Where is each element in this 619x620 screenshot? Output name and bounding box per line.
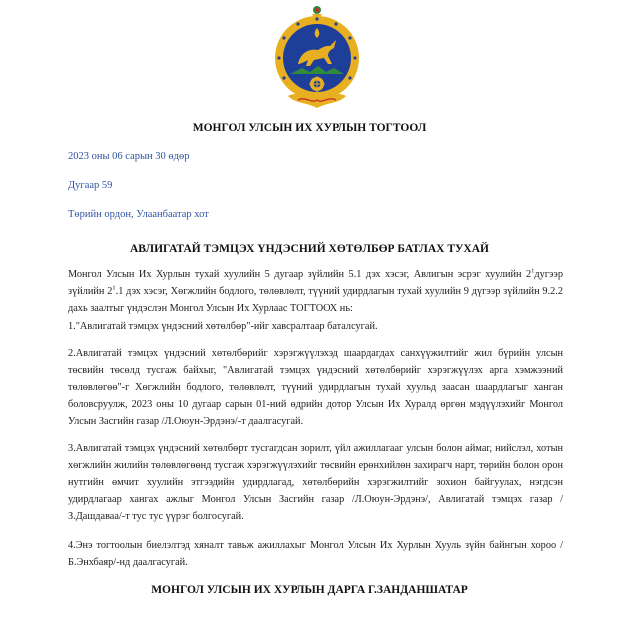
preamble-text-3: .1 дэх хэсэг, Хөгжлийн бодлого, төлөвлөлт, түүний удирдлагын тухай хуулийн 9 дүгээр зүйлийн 9.2.2 дахь заалтыг үндэслэн Монгол Улсын Их Хурлаас ТОГТООХ нь: [68, 286, 563, 314]
clause-4: 4.Энэ тогтоолын биелэлтэд хяналт тавьж ажиллахыг Монгол Улсын Их Хурлын Хууль зүйн байнгын хороо /Б.Энхбаяр/-нд даалгасугай. [68, 540, 563, 568]
signature-line: МОНГОЛ УЛСЫН ИХ ХУРЛЫН ДАРГА Г.ЗАНДАНШАТАР [151, 584, 468, 596]
state-emblem-of-mongolia-icon [268, 4, 366, 116]
preamble-text-1: Монгол Улсын Их Хурлын тухай хуулийн 5 дугаар зүйлийн 5.1 дэх хэсэг, Авлигын эсрэг хуулийн 2 [68, 269, 532, 280]
clause-2: 2.Авлигатай тэмцэх үндэсний хөтөлбөрийг хэрэгжүүлэхэд шаардагдах санхүүжилтийг жил бүрийн улсын төсвийн төсөлд тусгаж байхыг, "Авлигатай тэмцэх үндэсний хөтөлбөрийг хэрэгжүүлэх арга хэмжээний төлөвлөгөө"-г Хөгжлийн бодлого, төлөвлөлт, түүний удирдлагын тухай хуульд заасан шаардлагыг ханган боловсруулж, 2023 оны 10 дугаар сарын 01-ний өдрийн дотор Улсын Их Хуралд өргөн мэдүүлэхийг Монгол Улсын Засгийн газар /Л.Оюун-Эрдэнэ/-т даалгасугай. [68, 348, 563, 427]
document-subject: АВЛИГАТАЙ ТЭМЦЭХ ҮНДЭСНИЙ ХӨТӨЛБӨР БАТЛАХ ТУХАЙ [129, 243, 489, 255]
document-number: Дугаар 59 [68, 180, 113, 191]
preamble-text-2: дугээр зүйлийн 2 [68, 269, 563, 297]
preamble-superscript-1: 1 [531, 267, 535, 275]
clause-1: 1."Авлигатай тэмцэх үндэсний хөтөлбөр"-ийг хавсралтаар баталсугай. [68, 321, 378, 332]
document-place: Төрийн ордон, Улаанбаатар хот [68, 209, 209, 220]
document-title: МОНГОЛ УЛСЫН ИХ ХУРЛЫН ТОГТООЛ [192, 122, 427, 134]
clause-3: 3.Авлигатай тэмцэх үндэсний хөтөлбөрт тусгагдсан зорилт, үйл ажиллагааг улсын болон аймаг, нийслэл, хотын хөгжлийн жилийн төлөвлөгөөнд тусгаж хэрэгжүүлэхийг төсвийн ерөнхийлөн захирагч нарт, төрийн болон орон нутгийн өмчит хуулийн этгээдийн удирдлагад, хөтөлбөрийн хэрэгжилтийг зохион байгуулах, нэгдсэн удирдлагаар хангах ажлыг Монгол Улсын Засгийн газар /Л.Оюун-Эрдэнэ/, Авлигатай тэмцэх газар /З.Дашдаваа/-т тус тус үүрэг болгосугай. [68, 443, 563, 522]
preamble-paragraph [68, 266, 563, 317]
preamble-superscript-2: 1 [112, 284, 116, 292]
document-date: 2023 оны 06 сарын 30 өдөр [68, 151, 190, 162]
